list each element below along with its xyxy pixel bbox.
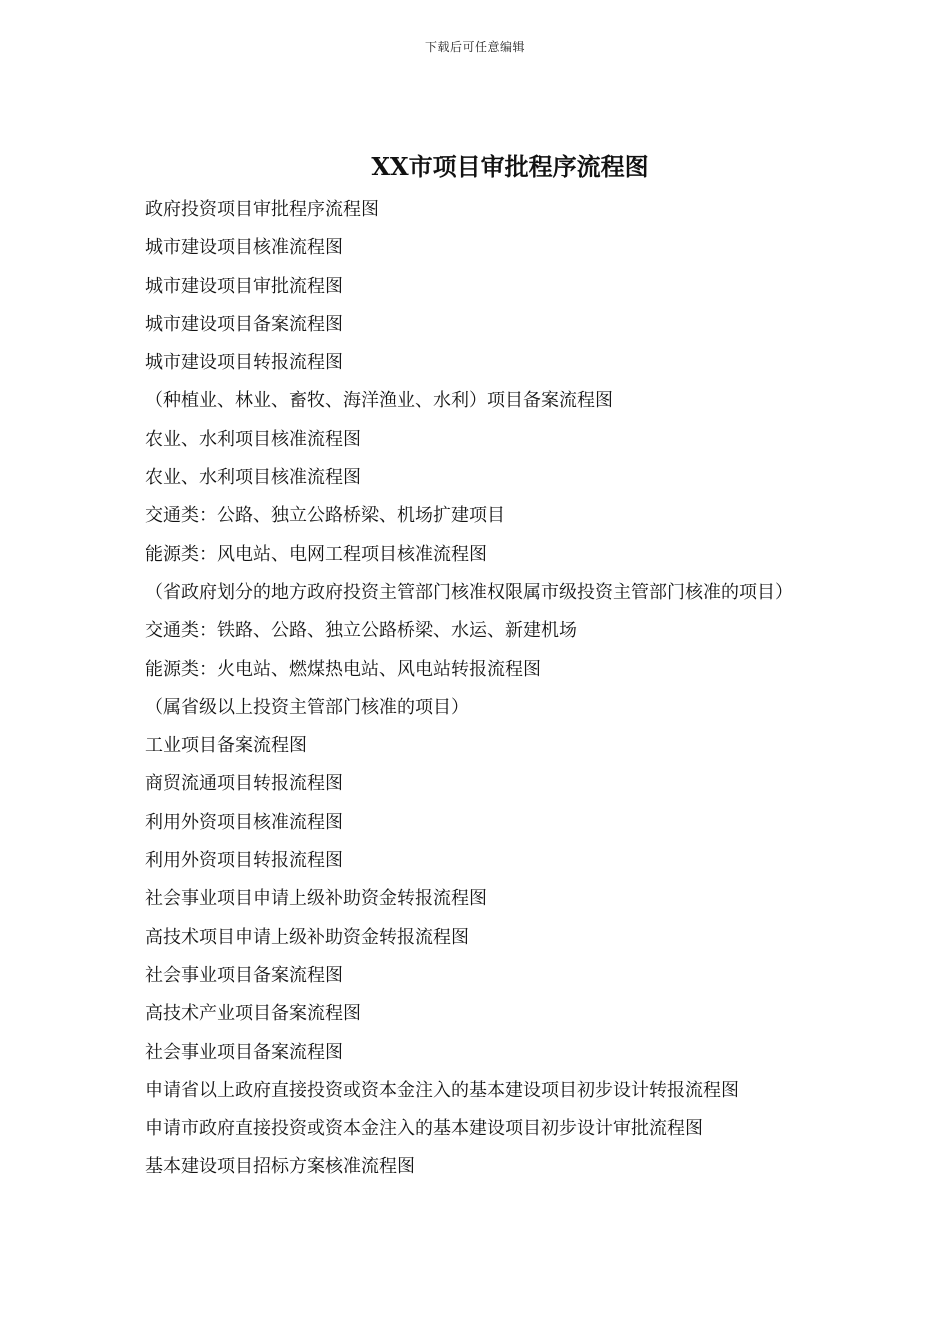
- list-item: 社会事业项目备案流程图: [145, 964, 343, 986]
- list-item: 申请省以上政府直接投资或资本金注入的基本建设项目初步设计转报流程图: [145, 1079, 739, 1101]
- list-item: 商贸流通项目转报流程图: [145, 773, 343, 795]
- list-item: 能源类：火电站、燃煤热电站、风电站转报流程图: [145, 658, 541, 680]
- list-item: 申请市政府直接投资或资本金注入的基本建设项目初步设计审批流程图: [145, 1118, 703, 1140]
- list-item: 农业、水利项目核准流程图: [145, 467, 361, 489]
- list-item: （属省级以上投资主管部门核准的项目）: [145, 696, 469, 718]
- list-item: 基本建设项目招标方案核准流程图: [145, 1156, 415, 1178]
- list-item: 交通类：公路、独立公路桥梁、机场扩建项目: [145, 505, 505, 527]
- list-item: 社会事业项目申请上级补助资金转报流程图: [145, 888, 487, 910]
- list-item: 工业项目备案流程图: [145, 735, 307, 757]
- list-item: 高技术产业项目备案流程图: [145, 1003, 361, 1025]
- list-item: 交通类：铁路、公路、独立公路桥梁、水运、新建机场: [145, 620, 577, 642]
- list-item: 农业、水利项目核准流程图: [145, 428, 361, 450]
- list-item: 城市建设项目核准流程图: [145, 237, 343, 259]
- list-item: 城市建设项目备案流程图: [145, 313, 343, 335]
- list-item: 高技术项目申请上级补助资金转报流程图: [145, 926, 469, 948]
- list-item: 能源类：风电站、电网工程项目核准流程图: [145, 543, 487, 565]
- list-item: 城市建设项目审批流程图: [145, 275, 343, 297]
- list-item: 政府投资项目审批程序流程图: [145, 199, 379, 220]
- list-item: 社会事业项目备案流程图: [145, 1041, 343, 1063]
- list-item: 城市建设项目转报流程图: [145, 352, 343, 374]
- document-title: XX市项目审批程序流程图: [371, 152, 649, 181]
- list-item: （省政府划分的地方政府投资主管部门核准权限属市级投资主管部门核准的项目）: [145, 581, 793, 603]
- list-item: 利用外资项目转报流程图: [145, 850, 343, 872]
- header-note: 下载后可任意编辑: [424, 40, 525, 54]
- list-item: 利用外资项目核准流程图: [145, 811, 343, 833]
- list-item: （种植业、林业、畜牧、海洋渔业、水利）项目备案流程图: [145, 390, 613, 412]
- flowchart-list: [145, 195, 845, 1191]
